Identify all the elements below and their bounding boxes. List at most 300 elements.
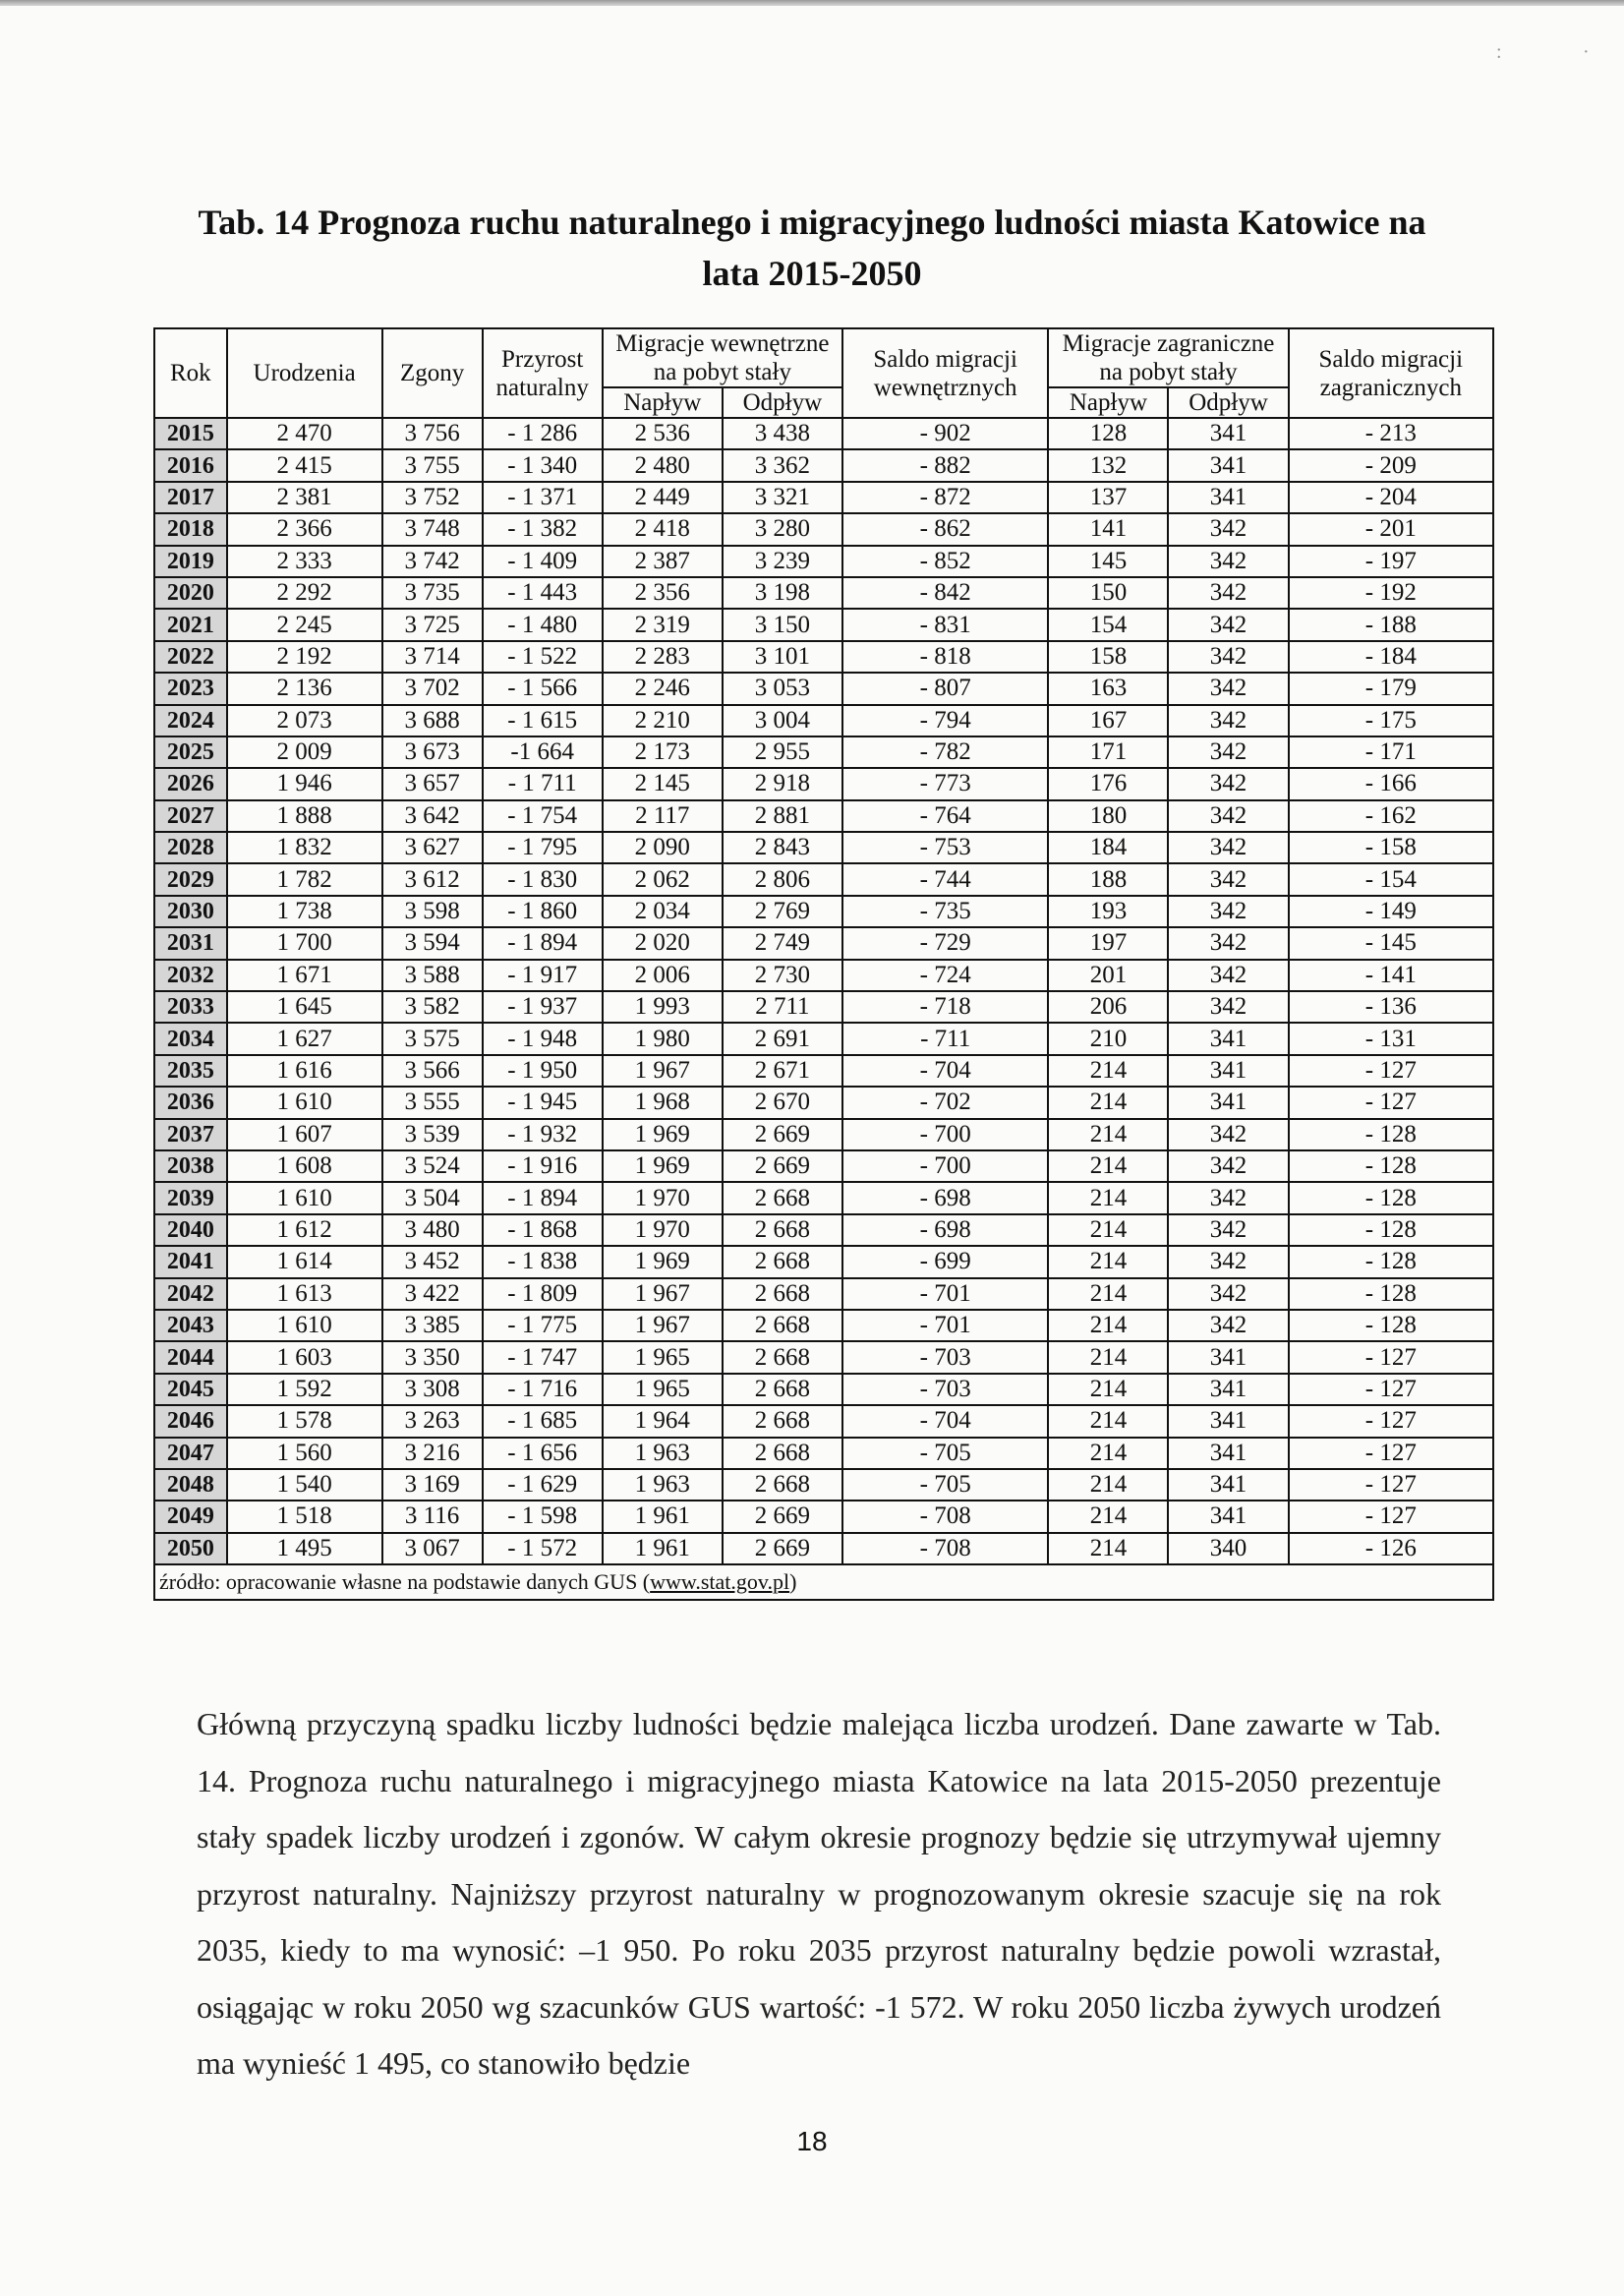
cell-odplyw-zagr: 342 bbox=[1168, 1119, 1288, 1150]
table-row bbox=[154, 800, 1493, 832]
cell-saldo-zagr: - 179 bbox=[1289, 673, 1493, 704]
table-row bbox=[154, 577, 1493, 609]
cell-urodzenia: 1 603 bbox=[227, 1341, 382, 1373]
cell-saldo-zagr: - 166 bbox=[1289, 768, 1493, 799]
table-row bbox=[154, 1087, 1493, 1118]
cell-urodzenia: 2 245 bbox=[227, 609, 382, 640]
cell-odplyw-zagr: 341 bbox=[1168, 1501, 1288, 1532]
cell-zgony: 3 748 bbox=[382, 513, 483, 545]
cell-urodzenia: 1 616 bbox=[227, 1055, 382, 1087]
cell-urodzenia: 2 470 bbox=[227, 418, 382, 449]
source-link[interactable]: www.stat.gov.pl bbox=[650, 1569, 790, 1595]
cell-naplyw-wewn: 1 969 bbox=[603, 1119, 723, 1150]
cell-urodzenia: 1 610 bbox=[227, 1310, 382, 1341]
cell-zgony: 3 566 bbox=[382, 1055, 483, 1087]
header-naplyw-zagr: Napływ bbox=[1048, 387, 1168, 418]
cell-odplyw-zagr: 342 bbox=[1168, 960, 1288, 991]
cell-przyrost: - 1 480 bbox=[483, 609, 603, 640]
cell-naplyw-wewn: 1 967 bbox=[603, 1055, 723, 1087]
cell-odplyw-zagr: 342 bbox=[1168, 768, 1288, 799]
cell-urodzenia: 1 608 bbox=[227, 1150, 382, 1182]
cell-odplyw-zagr: 342 bbox=[1168, 927, 1288, 959]
table-row bbox=[154, 1023, 1493, 1054]
cell-przyrost: - 1 340 bbox=[483, 449, 603, 481]
cell-naplyw-wewn: 2 283 bbox=[603, 641, 723, 673]
cell-saldo-wewn: - 744 bbox=[842, 863, 1048, 895]
table-row bbox=[154, 1310, 1493, 1341]
cell-saldo-wewn: - 704 bbox=[842, 1055, 1048, 1087]
cell-saldo-wewn: - 773 bbox=[842, 768, 1048, 799]
cell-saldo-zagr: - 145 bbox=[1289, 927, 1493, 959]
cell-urodzenia: 1 610 bbox=[227, 1182, 382, 1213]
cell-odplyw-zagr: 341 bbox=[1168, 1438, 1288, 1469]
cell-odplyw-zagr: 341 bbox=[1168, 1023, 1288, 1054]
cell-saldo-wewn: - 699 bbox=[842, 1246, 1048, 1277]
cell-naplyw-zagr: 214 bbox=[1048, 1469, 1168, 1501]
cell-zgony: 3 169 bbox=[382, 1469, 483, 1501]
body-paragraph: Główną przyczyną spadku liczby ludności będzie malejąca liczba urodzeń. Dane zawarte w Tab. 14. Prognoza ruchu naturalnego i migracyjnego miasta Katowice na lata 2015-2050 prezentuje stały spadek liczby urodzeń i zgonów. W całym okresie prognozy będzie się utrzymywał ujemny przyrost naturalny. Najniższy przyrost naturalny w prognozowanym okresie szacuje się na rok 2035, kiedy to ma wynosić: –1 950. Po roku 2035 przyrost naturalny będzie powoli wzrastał, osiągając w roku 2050 wg szacunków GUS wartość: -1 572. W roku 2050 liczba żywych urodzeń ma wynieść 1 495, co stanowiło będzie bbox=[197, 1706, 1441, 2081]
cell-saldo-zagr: - 128 bbox=[1289, 1310, 1493, 1341]
cell-saldo-wewn: - 705 bbox=[842, 1469, 1048, 1501]
cell-rok: 2024 bbox=[154, 705, 227, 736]
cell-saldo-wewn: - 700 bbox=[842, 1150, 1048, 1182]
cell-saldo-zagr: - 154 bbox=[1289, 863, 1493, 895]
cell-saldo-wewn: - 705 bbox=[842, 1438, 1048, 1469]
cell-naplyw-wewn: 2 006 bbox=[603, 960, 723, 991]
table-row bbox=[154, 673, 1493, 704]
cell-przyrost: - 1 286 bbox=[483, 418, 603, 449]
cell-saldo-wewn: - 852 bbox=[842, 546, 1048, 577]
cell-zgony: 3 612 bbox=[382, 863, 483, 895]
cell-odplyw-wewn: 2 671 bbox=[723, 1055, 842, 1087]
cell-przyrost: - 1 443 bbox=[483, 577, 603, 609]
cell-saldo-zagr: - 192 bbox=[1289, 577, 1493, 609]
cell-odplyw-wewn: 3 101 bbox=[723, 641, 842, 673]
cell-odplyw-zagr: 342 bbox=[1168, 1246, 1288, 1277]
cell-naplyw-wewn: 1 980 bbox=[603, 1023, 723, 1054]
cell-naplyw-wewn: 2 449 bbox=[603, 482, 723, 513]
cell-urodzenia: 2 415 bbox=[227, 449, 382, 481]
cell-odplyw-wewn: 2 670 bbox=[723, 1087, 842, 1118]
cell-saldo-zagr: - 171 bbox=[1289, 736, 1493, 768]
cell-urodzenia: 2 381 bbox=[227, 482, 382, 513]
cell-naplyw-wewn: 2 356 bbox=[603, 577, 723, 609]
table-row bbox=[154, 449, 1493, 481]
cell-odplyw-wewn: 3 150 bbox=[723, 609, 842, 640]
cell-naplyw-zagr: 163 bbox=[1048, 673, 1168, 704]
cell-naplyw-wewn: 2 173 bbox=[603, 736, 723, 768]
cell-saldo-zagr: - 128 bbox=[1289, 1150, 1493, 1182]
cell-naplyw-wewn: 1 969 bbox=[603, 1150, 723, 1182]
cell-saldo-zagr: - 175 bbox=[1289, 705, 1493, 736]
cell-urodzenia: 2 292 bbox=[227, 577, 382, 609]
cell-naplyw-wewn: 2 062 bbox=[603, 863, 723, 895]
cell-saldo-wewn: - 842 bbox=[842, 577, 1048, 609]
cell-przyrost: - 1 598 bbox=[483, 1501, 603, 1532]
cell-rok: 2029 bbox=[154, 863, 227, 895]
cell-przyrost: - 1 775 bbox=[483, 1310, 603, 1341]
cell-przyrost: - 1 809 bbox=[483, 1278, 603, 1310]
table-row bbox=[154, 1533, 1493, 1564]
cell-saldo-wewn: - 782 bbox=[842, 736, 1048, 768]
cell-rok: 2016 bbox=[154, 449, 227, 481]
cell-saldo-zagr: - 127 bbox=[1289, 1501, 1493, 1532]
cell-odplyw-wewn: 2 668 bbox=[723, 1469, 842, 1501]
table-row bbox=[154, 960, 1493, 991]
cell-rok: 2019 bbox=[154, 546, 227, 577]
cell-zgony: 3 308 bbox=[382, 1374, 483, 1405]
cell-naplyw-wewn: 2 319 bbox=[603, 609, 723, 640]
cell-urodzenia: 1 495 bbox=[227, 1533, 382, 1564]
cell-przyrost: - 1 716 bbox=[483, 1374, 603, 1405]
header-saldo-zagraniczne: Saldo migracji zagranicznych bbox=[1289, 328, 1493, 418]
cell-odplyw-wewn: 2 668 bbox=[723, 1182, 842, 1213]
cell-odplyw-zagr: 342 bbox=[1168, 1182, 1288, 1213]
cell-saldo-zagr: - 213 bbox=[1289, 418, 1493, 449]
cell-zgony: 3 385 bbox=[382, 1310, 483, 1341]
cell-odplyw-wewn: 2 669 bbox=[723, 1533, 842, 1564]
cell-saldo-zagr: - 162 bbox=[1289, 800, 1493, 832]
cell-naplyw-zagr: 137 bbox=[1048, 482, 1168, 513]
cell-przyrost: - 1 572 bbox=[483, 1533, 603, 1564]
source-note bbox=[154, 1564, 1493, 1600]
cell-saldo-wewn: - 703 bbox=[842, 1341, 1048, 1373]
cell-rok: 2032 bbox=[154, 960, 227, 991]
cell-rok: 2020 bbox=[154, 577, 227, 609]
cell-przyrost: - 1 937 bbox=[483, 991, 603, 1023]
cell-naplyw-zagr: 150 bbox=[1048, 577, 1168, 609]
scan-speck: : bbox=[1496, 41, 1502, 63]
cell-naplyw-wewn: 1 963 bbox=[603, 1438, 723, 1469]
cell-odplyw-zagr: 341 bbox=[1168, 1374, 1288, 1405]
cell-rok: 2034 bbox=[154, 1023, 227, 1054]
cell-urodzenia: 1 610 bbox=[227, 1087, 382, 1118]
cell-odplyw-wewn: 2 668 bbox=[723, 1438, 842, 1469]
cell-rok: 2036 bbox=[154, 1087, 227, 1118]
cell-naplyw-wewn: 2 020 bbox=[603, 927, 723, 959]
cell-urodzenia: 1 782 bbox=[227, 863, 382, 895]
table-row bbox=[154, 1182, 1493, 1213]
cell-saldo-zagr: - 127 bbox=[1289, 1405, 1493, 1437]
table-row bbox=[154, 1341, 1493, 1373]
cell-naplyw-wewn: 2 480 bbox=[603, 449, 723, 481]
cell-odplyw-zagr: 342 bbox=[1168, 641, 1288, 673]
table-row bbox=[154, 641, 1493, 673]
cell-zgony: 3 702 bbox=[382, 673, 483, 704]
cell-naplyw-wewn: 1 970 bbox=[603, 1214, 723, 1246]
cell-saldo-zagr: - 141 bbox=[1289, 960, 1493, 991]
cell-odplyw-wewn: 2 668 bbox=[723, 1310, 842, 1341]
cell-odplyw-wewn: 2 749 bbox=[723, 927, 842, 959]
cell-naplyw-zagr: 210 bbox=[1048, 1023, 1168, 1054]
cell-saldo-zagr: - 204 bbox=[1289, 482, 1493, 513]
cell-odplyw-wewn: 2 669 bbox=[723, 1501, 842, 1532]
cell-zgony: 3 756 bbox=[382, 418, 483, 449]
cell-rok: 2048 bbox=[154, 1469, 227, 1501]
cell-naplyw-zagr: 214 bbox=[1048, 1438, 1168, 1469]
cell-naplyw-zagr: 214 bbox=[1048, 1246, 1168, 1277]
cell-odplyw-wewn: 3 053 bbox=[723, 673, 842, 704]
cell-zgony: 3 582 bbox=[382, 991, 483, 1023]
cell-saldo-zagr: - 128 bbox=[1289, 1119, 1493, 1150]
cell-urodzenia: 1 607 bbox=[227, 1119, 382, 1150]
cell-odplyw-zagr: 342 bbox=[1168, 991, 1288, 1023]
cell-naplyw-wewn: 1 969 bbox=[603, 1246, 723, 1277]
cell-naplyw-wewn: 1 965 bbox=[603, 1341, 723, 1373]
cell-naplyw-zagr: 214 bbox=[1048, 1374, 1168, 1405]
table-row bbox=[154, 1246, 1493, 1277]
table-row bbox=[154, 832, 1493, 863]
cell-przyrost: - 1 615 bbox=[483, 705, 603, 736]
cell-naplyw-wewn: 2 246 bbox=[603, 673, 723, 704]
cell-naplyw-zagr: 154 bbox=[1048, 609, 1168, 640]
cell-odplyw-wewn: 2 843 bbox=[723, 832, 842, 863]
cell-naplyw-zagr: 180 bbox=[1048, 800, 1168, 832]
cell-odplyw-zagr: 341 bbox=[1168, 449, 1288, 481]
cell-naplyw-zagr: 214 bbox=[1048, 1119, 1168, 1150]
cell-urodzenia: 1 560 bbox=[227, 1438, 382, 1469]
cell-odplyw-wewn: 3 362 bbox=[723, 449, 842, 481]
header-przyrost: Przyrost naturalny bbox=[483, 328, 603, 418]
cell-saldo-wewn: - 711 bbox=[842, 1023, 1048, 1054]
cell-naplyw-wewn: 1 970 bbox=[603, 1182, 723, 1213]
cell-saldo-wewn: - 702 bbox=[842, 1087, 1048, 1118]
cell-odplyw-zagr: 341 bbox=[1168, 1469, 1288, 1501]
cell-zgony: 3 524 bbox=[382, 1150, 483, 1182]
cell-saldo-wewn: - 704 bbox=[842, 1405, 1048, 1437]
cell-naplyw-zagr: 206 bbox=[1048, 991, 1168, 1023]
table-row bbox=[154, 896, 1493, 927]
cell-odplyw-wewn: 2 669 bbox=[723, 1119, 842, 1150]
cell-urodzenia: 2 073 bbox=[227, 705, 382, 736]
cell-urodzenia: 1 592 bbox=[227, 1374, 382, 1405]
cell-odplyw-zagr: 342 bbox=[1168, 546, 1288, 577]
cell-przyrost: - 1 382 bbox=[483, 513, 603, 545]
cell-saldo-wewn: - 862 bbox=[842, 513, 1048, 545]
table-row bbox=[154, 1150, 1493, 1182]
cell-zgony: 3 673 bbox=[382, 736, 483, 768]
cell-zgony: 3 216 bbox=[382, 1438, 483, 1469]
cell-rok: 2049 bbox=[154, 1501, 227, 1532]
cell-rok: 2017 bbox=[154, 482, 227, 513]
cell-odplyw-zagr: 341 bbox=[1168, 1055, 1288, 1087]
cell-przyrost: - 1 795 bbox=[483, 832, 603, 863]
cell-naplyw-wewn: 1 961 bbox=[603, 1501, 723, 1532]
cell-zgony: 3 350 bbox=[382, 1341, 483, 1373]
cell-zgony: 3 714 bbox=[382, 641, 483, 673]
cell-saldo-zagr: - 127 bbox=[1289, 1341, 1493, 1373]
cell-saldo-zagr: - 149 bbox=[1289, 896, 1493, 927]
cell-odplyw-zagr: 342 bbox=[1168, 1278, 1288, 1310]
table-title: Tab. 14 Prognoza ruchu naturalnego i migracyjnego ludności miasta Katowice na lata 2015-2050 bbox=[198, 203, 1426, 293]
cell-przyrost: - 1 916 bbox=[483, 1150, 603, 1182]
table-row bbox=[154, 1374, 1493, 1405]
cell-rok: 2047 bbox=[154, 1438, 227, 1469]
cell-odplyw-wewn: 2 918 bbox=[723, 768, 842, 799]
cell-zgony: 3 725 bbox=[382, 609, 483, 640]
cell-zgony: 3 504 bbox=[382, 1182, 483, 1213]
cell-zgony: 3 555 bbox=[382, 1087, 483, 1118]
cell-urodzenia: 1 645 bbox=[227, 991, 382, 1023]
cell-rok: 2027 bbox=[154, 800, 227, 832]
table-row bbox=[154, 927, 1493, 959]
cell-rok: 2018 bbox=[154, 513, 227, 545]
cell-odplyw-wewn: 2 668 bbox=[723, 1374, 842, 1405]
cell-naplyw-zagr: 145 bbox=[1048, 546, 1168, 577]
cell-naplyw-zagr: 188 bbox=[1048, 863, 1168, 895]
cell-naplyw-zagr: 214 bbox=[1048, 1182, 1168, 1213]
header-rok: Rok bbox=[154, 328, 227, 418]
cell-przyrost: - 1 945 bbox=[483, 1087, 603, 1118]
cell-naplyw-wewn: 1 968 bbox=[603, 1087, 723, 1118]
cell-rok: 2046 bbox=[154, 1405, 227, 1437]
cell-odplyw-wewn: 3 280 bbox=[723, 513, 842, 545]
table-row bbox=[154, 736, 1493, 768]
cell-urodzenia: 1 540 bbox=[227, 1469, 382, 1501]
cell-odplyw-wewn: 3 004 bbox=[723, 705, 842, 736]
cell-saldo-wewn: - 753 bbox=[842, 832, 1048, 863]
cell-odplyw-zagr: 342 bbox=[1168, 673, 1288, 704]
cell-odplyw-wewn: 2 730 bbox=[723, 960, 842, 991]
cell-saldo-zagr: - 127 bbox=[1289, 1469, 1493, 1501]
cell-rok: 2040 bbox=[154, 1214, 227, 1246]
cell-odplyw-zagr: 341 bbox=[1168, 418, 1288, 449]
source-suffix: ) bbox=[789, 1569, 797, 1595]
page-number: 18 bbox=[796, 2126, 828, 2156]
cell-naplyw-wewn: 1 967 bbox=[603, 1310, 723, 1341]
cell-saldo-wewn: - 698 bbox=[842, 1214, 1048, 1246]
cell-naplyw-zagr: 184 bbox=[1048, 832, 1168, 863]
cell-saldo-zagr: - 127 bbox=[1289, 1374, 1493, 1405]
cell-naplyw-zagr: 214 bbox=[1048, 1405, 1168, 1437]
cell-zgony: 3 594 bbox=[382, 927, 483, 959]
header-migracje-zagraniczne: Migracje zagraniczne na pobyt stały bbox=[1048, 328, 1288, 387]
cell-odplyw-wewn: 2 668 bbox=[723, 1246, 842, 1277]
cell-saldo-wewn: - 902 bbox=[842, 418, 1048, 449]
cell-odplyw-wewn: 2 769 bbox=[723, 896, 842, 927]
cell-saldo-wewn: - 701 bbox=[842, 1310, 1048, 1341]
cell-naplyw-zagr: 214 bbox=[1048, 1055, 1168, 1087]
cell-naplyw-zagr: 193 bbox=[1048, 896, 1168, 927]
cell-zgony: 3 452 bbox=[382, 1246, 483, 1277]
cell-zgony: 3 263 bbox=[382, 1405, 483, 1437]
cell-rok: 2028 bbox=[154, 832, 227, 863]
cell-rok: 2033 bbox=[154, 991, 227, 1023]
cell-naplyw-wewn: 1 967 bbox=[603, 1278, 723, 1310]
cell-saldo-zagr: - 158 bbox=[1289, 832, 1493, 863]
cell-przyrost: - 1 522 bbox=[483, 641, 603, 673]
cell-zgony: 3 657 bbox=[382, 768, 483, 799]
cell-odplyw-zagr: 341 bbox=[1168, 482, 1288, 513]
cell-przyrost: - 1 711 bbox=[483, 768, 603, 799]
cell-zgony: 3 598 bbox=[382, 896, 483, 927]
cell-zgony: 3 539 bbox=[382, 1119, 483, 1150]
cell-saldo-wewn: - 701 bbox=[842, 1278, 1048, 1310]
cell-naplyw-zagr: 214 bbox=[1048, 1501, 1168, 1532]
cell-saldo-zagr: - 126 bbox=[1289, 1533, 1493, 1564]
header-odplyw-zagr: Odpływ bbox=[1168, 387, 1288, 418]
cell-saldo-wewn: - 708 bbox=[842, 1533, 1048, 1564]
cell-saldo-zagr: - 128 bbox=[1289, 1214, 1493, 1246]
cell-urodzenia: 2 009 bbox=[227, 736, 382, 768]
cell-naplyw-zagr: 197 bbox=[1048, 927, 1168, 959]
table-row bbox=[154, 1119, 1493, 1150]
cell-urodzenia: 2 333 bbox=[227, 546, 382, 577]
cell-odplyw-wewn: 2 669 bbox=[723, 1150, 842, 1182]
cell-odplyw-zagr: 341 bbox=[1168, 1341, 1288, 1373]
cell-rok: 2035 bbox=[154, 1055, 227, 1087]
cell-odplyw-zagr: 340 bbox=[1168, 1533, 1288, 1564]
cell-urodzenia: 1 738 bbox=[227, 896, 382, 927]
cell-przyrost: - 1 656 bbox=[483, 1438, 603, 1469]
cell-naplyw-wewn: 2 536 bbox=[603, 418, 723, 449]
cell-saldo-zagr: - 136 bbox=[1289, 991, 1493, 1023]
cell-urodzenia: 1 671 bbox=[227, 960, 382, 991]
cell-naplyw-wewn: 2 034 bbox=[603, 896, 723, 927]
cell-saldo-wewn: - 703 bbox=[842, 1374, 1048, 1405]
cell-urodzenia: 1 700 bbox=[227, 927, 382, 959]
cell-saldo-wewn: - 718 bbox=[842, 991, 1048, 1023]
cell-odplyw-zagr: 341 bbox=[1168, 1087, 1288, 1118]
cell-naplyw-wewn: 1 965 bbox=[603, 1374, 723, 1405]
cell-urodzenia: 2 136 bbox=[227, 673, 382, 704]
table-row bbox=[154, 1501, 1493, 1532]
cell-odplyw-wewn: 3 321 bbox=[723, 482, 842, 513]
cell-saldo-wewn: - 724 bbox=[842, 960, 1048, 991]
cell-saldo-wewn: - 700 bbox=[842, 1119, 1048, 1150]
forecast-table bbox=[153, 327, 1494, 1601]
cell-zgony: 3 688 bbox=[382, 705, 483, 736]
cell-naplyw-zagr: 158 bbox=[1048, 641, 1168, 673]
cell-przyrost: - 1 917 bbox=[483, 960, 603, 991]
cell-saldo-wewn: - 735 bbox=[842, 896, 1048, 927]
cell-przyrost: - 1 747 bbox=[483, 1341, 603, 1373]
cell-naplyw-wewn: 2 117 bbox=[603, 800, 723, 832]
cell-naplyw-zagr: 214 bbox=[1048, 1533, 1168, 1564]
cell-naplyw-zagr: 214 bbox=[1048, 1341, 1168, 1373]
table-row bbox=[154, 1278, 1493, 1310]
table-row bbox=[154, 418, 1493, 449]
cell-saldo-zagr: - 209 bbox=[1289, 449, 1493, 481]
cell-odplyw-wewn: 3 198 bbox=[723, 577, 842, 609]
cell-odplyw-wewn: 2 955 bbox=[723, 736, 842, 768]
cell-odplyw-wewn: 2 881 bbox=[723, 800, 842, 832]
header-odplyw-wewn: Odpływ bbox=[723, 387, 842, 418]
table-row bbox=[154, 546, 1493, 577]
cell-odplyw-zagr: 342 bbox=[1168, 705, 1288, 736]
cell-saldo-zagr: - 197 bbox=[1289, 546, 1493, 577]
cell-zgony: 3 755 bbox=[382, 449, 483, 481]
table-row bbox=[154, 705, 1493, 736]
cell-naplyw-wewn: 1 963 bbox=[603, 1469, 723, 1501]
cell-saldo-zagr: - 128 bbox=[1289, 1246, 1493, 1277]
cell-saldo-zagr: - 127 bbox=[1289, 1055, 1493, 1087]
cell-naplyw-zagr: 128 bbox=[1048, 418, 1168, 449]
cell-przyrost: - 1 371 bbox=[483, 482, 603, 513]
cell-odplyw-wewn: 3 438 bbox=[723, 418, 842, 449]
cell-przyrost: - 1 932 bbox=[483, 1119, 603, 1150]
cell-naplyw-wewn: 2 418 bbox=[603, 513, 723, 545]
cell-odplyw-wewn: 2 668 bbox=[723, 1214, 842, 1246]
cell-odplyw-wewn: 2 668 bbox=[723, 1278, 842, 1310]
cell-urodzenia: 1 832 bbox=[227, 832, 382, 863]
cell-saldo-zagr: - 201 bbox=[1289, 513, 1493, 545]
cell-odplyw-wewn: 2 668 bbox=[723, 1341, 842, 1373]
cell-przyrost: - 1 860 bbox=[483, 896, 603, 927]
table-row bbox=[154, 482, 1493, 513]
cell-naplyw-zagr: 214 bbox=[1048, 1150, 1168, 1182]
cell-rok: 2026 bbox=[154, 768, 227, 799]
